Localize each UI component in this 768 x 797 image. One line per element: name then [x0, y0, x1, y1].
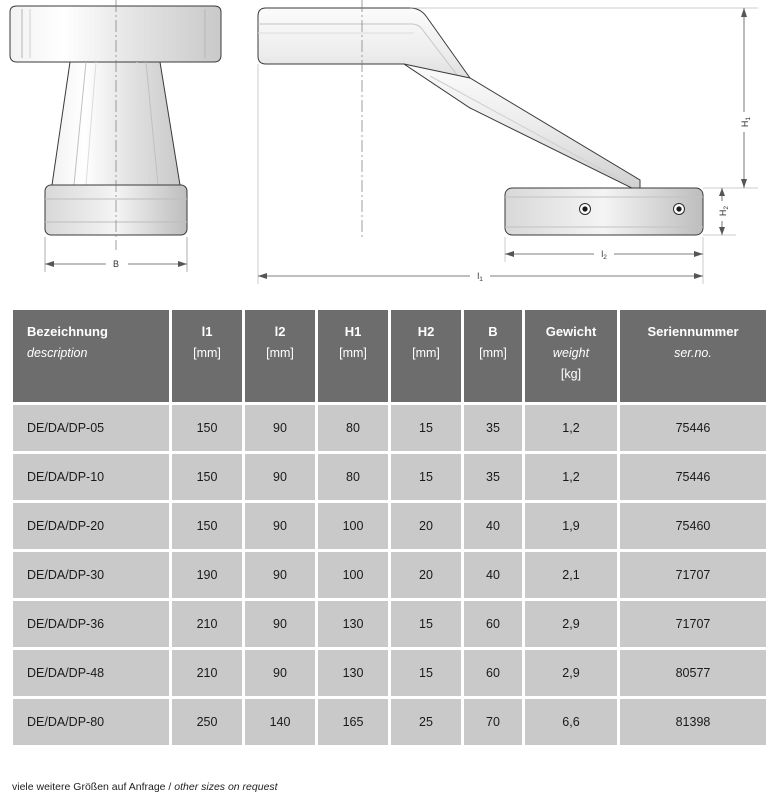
- col-header-seriennummer: [620, 310, 766, 402]
- cell-h2: 25: [391, 699, 461, 745]
- cell-gewicht: 2,9: [525, 650, 617, 696]
- cell-l2: 90: [245, 601, 315, 647]
- cell-bezeichnung: DE/DA/DP-48: [13, 650, 169, 696]
- col-header-sub: ser.no.: [674, 346, 712, 360]
- cell-gewicht: 2,1: [525, 552, 617, 598]
- table-row: [13, 454, 766, 500]
- table-row: [13, 601, 766, 647]
- cell-l1: 250: [172, 699, 242, 745]
- table-row: [13, 650, 766, 696]
- col-header-unit: [mm]: [479, 346, 507, 360]
- technical-drawing: [0, 0, 768, 300]
- cell-l2: 90: [245, 503, 315, 549]
- cell-gewicht: 2,9: [525, 601, 617, 647]
- cell-l1: 210: [172, 650, 242, 696]
- cell-b: 40: [464, 503, 522, 549]
- cell-seriennummer: 71707: [620, 552, 766, 598]
- cell-gewicht: 6,6: [525, 699, 617, 745]
- col-header-unit: [kg]: [560, 367, 582, 381]
- table-row: [13, 552, 766, 598]
- cell-b: 60: [464, 650, 522, 696]
- cell-l2: 90: [245, 650, 315, 696]
- cell-h2: 20: [391, 552, 461, 598]
- cell-seriennummer: 80577: [620, 650, 766, 696]
- cell-l2: 90: [245, 454, 315, 500]
- cell-bezeichnung: DE/DA/DP-05: [13, 405, 169, 451]
- col-header-unit: [mm]: [339, 346, 367, 360]
- cell-h2: 15: [391, 601, 461, 647]
- cell-h2: 15: [391, 650, 461, 696]
- table-row: [13, 503, 766, 549]
- cell-l1: 150: [172, 503, 242, 549]
- front-top-bar: [10, 6, 221, 62]
- col-header-sub: weight: [552, 346, 590, 360]
- cell-l1: 150: [172, 454, 242, 500]
- cell-gewicht: 1,2: [525, 454, 617, 500]
- cell-h2: 15: [391, 454, 461, 500]
- cell-b: 35: [464, 405, 522, 451]
- dim-h1-label: $H_1$: [740, 116, 752, 128]
- col-header-l1: [172, 310, 242, 402]
- cell-seriennummer: 81398: [620, 699, 766, 745]
- col-header-unit: [mm]: [412, 346, 440, 360]
- cell-h1: 100: [318, 503, 388, 549]
- cell-b: 35: [464, 454, 522, 500]
- cell-h1: 80: [318, 454, 388, 500]
- cell-gewicht: 1,9: [525, 503, 617, 549]
- dim-l1-label: $l_1$: [477, 271, 483, 283]
- cell-b: 40: [464, 552, 522, 598]
- cell-bezeichnung: DE/DA/DP-36: [13, 601, 169, 647]
- col-header-main: Gewicht: [545, 324, 597, 339]
- footer-note-de: viele weitere Größen auf Anfrage /: [12, 781, 175, 793]
- cell-l1: 210: [172, 601, 242, 647]
- cell-l2: 90: [245, 552, 315, 598]
- cell-bezeichnung: DE/DA/DP-20: [13, 503, 169, 549]
- cell-h1: 80: [318, 405, 388, 451]
- table-body: [13, 405, 766, 745]
- col-header-b: [464, 310, 522, 402]
- side-base-plate: [505, 188, 703, 235]
- dim-l2-label: $l_2$: [601, 249, 607, 261]
- dim-b-label: B: [112, 259, 120, 269]
- col-header-h2: [391, 310, 461, 402]
- cell-l1: 190: [172, 552, 242, 598]
- footer-note-en: other sizes on request: [174, 781, 278, 793]
- col-header-main: B: [488, 324, 498, 339]
- col-header-unit: [mm]: [193, 346, 221, 360]
- cell-seriennummer: 71707: [620, 601, 766, 647]
- cell-b: 70: [464, 699, 522, 745]
- cell-h1: 100: [318, 552, 388, 598]
- side-diagonal-leg: [404, 64, 640, 192]
- cell-l2: 140: [245, 699, 315, 745]
- col-header-main: H1: [344, 324, 362, 339]
- cell-h2: 20: [391, 503, 461, 549]
- specification-table-wrap: [10, 307, 758, 748]
- cell-bezeichnung: DE/DA/DP-30: [13, 552, 169, 598]
- col-header-main: Seriennummer: [647, 324, 739, 339]
- cell-bezeichnung: DE/DA/DP-80: [13, 699, 169, 745]
- side-upper-arm: [258, 8, 470, 108]
- cell-seriennummer: 75460: [620, 503, 766, 549]
- col-header-unit: [mm]: [266, 346, 294, 360]
- dim-h2-label: $H_2$: [718, 205, 730, 217]
- cell-h1: 165: [318, 699, 388, 745]
- col-header-l2: [245, 310, 315, 402]
- table-row: [13, 405, 766, 451]
- front-view: [10, 0, 221, 272]
- cell-h2: 15: [391, 405, 461, 451]
- col-header-main: Bezeichnung: [27, 324, 108, 339]
- cell-l1: 150: [172, 405, 242, 451]
- cell-h1: 130: [318, 650, 388, 696]
- cell-b: 60: [464, 601, 522, 647]
- col-header-sub: description: [27, 346, 88, 360]
- cell-gewicht: 1,2: [525, 405, 617, 451]
- cell-seriennummer: 75446: [620, 405, 766, 451]
- side-view: [258, 0, 758, 284]
- footer-note: [12, 781, 278, 793]
- cell-h1: 130: [318, 601, 388, 647]
- col-header-main: l1: [201, 324, 213, 339]
- col-header-main: H2: [417, 324, 435, 339]
- col-header-bezeichnung: [13, 310, 169, 402]
- cell-l2: 90: [245, 405, 315, 451]
- col-header-gewicht: [525, 310, 617, 402]
- cell-seriennummer: 75446: [620, 454, 766, 500]
- col-header-h1: [318, 310, 388, 402]
- table-header-row: [13, 310, 766, 402]
- col-header-main: l2: [274, 324, 286, 339]
- cell-bezeichnung: DE/DA/DP-10: [13, 454, 169, 500]
- specification-table: [10, 307, 768, 748]
- table-row: [13, 699, 766, 745]
